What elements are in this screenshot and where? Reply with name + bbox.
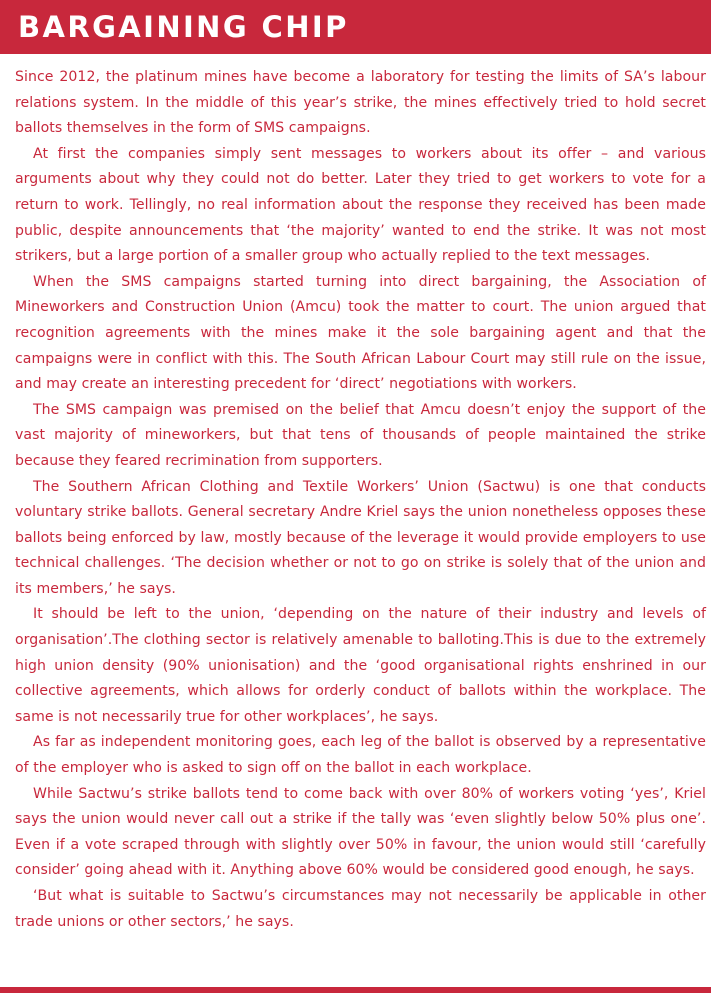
article-body bbox=[15, 65, 706, 935]
article-paragraph: It should be left to the union, ‘depending on the nature of their industry and levels of organisation’.The clothing sector is relatively amenable to balloting.This is due to the extremely high union density (90% unionisation) and the ‘good organisational rights enshrined in our collective agreements, which allows for orderly conduct of ballots within the workplace. The same is not necessarily true for other workplaces’, he says. bbox=[15, 606, 706, 725]
header-banner bbox=[0, 0, 711, 54]
article-paragraph: The SMS campaign was premised on the belief that Amcu doesn’t enjoy the support of the vast majority of mineworkers, but that tens of thousands of people maintained the strike because they feared recrimination from supporters. bbox=[15, 401, 706, 469]
section-title: BARGAINING CHIP bbox=[18, 10, 349, 44]
footer-rule bbox=[0, 987, 711, 993]
article-paragraph: While Sactwu’s strike ballots tend to come back with over 80% of workers voting ‘yes’, Kriel says the union would never call out a strike if the tally was ‘even slightly below 50% plus one’. Even if a vote scraped through with slightly over 50% in favour, the union would still ‘carefully consider’ going ahead with it. Anything above 60% would be considered good enough, he says. bbox=[15, 785, 706, 879]
article-paragraph: At first the companies simply sent messages to workers about its offer – and various arguments about why they could not do better. Later they tried to get workers to vote for a return to work. Tellingly, no real information about the response they received has been made public, despite announcements that ‘the majority’ wanted to end the strike. It was not most strikers, but a large portion of a smaller group who actually replied to the text messages. bbox=[15, 145, 706, 265]
article-paragraph: When the SMS campaigns started turning into direct bargaining, the Association of Mineworkers and Construction Union (Amcu) took the matter to court. The union argued that recognition agreements with the mines make it the sole bargaining agent and that the campaigns were in conflict with this. The South African Labour Court may still rule on the issue, and may create an interesting precedent for ‘direct’ negotiations with workers. bbox=[15, 273, 706, 393]
article-paragraph: Since 2012, the platinum mines have become a laboratory for testing the limits of SA’s labour relations system. In the middle of this year’s strike, the mines effectively tried to hold secret ballots themselves in the form of SMS campaigns. bbox=[15, 69, 706, 137]
article-paragraph: The Southern African Clothing and Textile Workers’ Union (Sactwu) is one that conducts voluntary strike ballots. General secretary Andre Kriel says the union nonetheless opposes these ballots being enforced by law, mostly because of the leverage it would provide employers to use technical challenges. ‘The decision whether or not to go on strike is solely that of the union and its members,’ he says. bbox=[15, 478, 706, 597]
article-paragraph: As far as independent monitoring goes, each leg of the ballot is observed by a representative of the employer who is asked to sign off on the ballot in each workplace. bbox=[15, 734, 706, 777]
article-paragraph: ‘But what is suitable to Sactwu’s circumstances may not necessarily be applicable in other trade unions or other sectors,’ he says. bbox=[15, 888, 706, 930]
